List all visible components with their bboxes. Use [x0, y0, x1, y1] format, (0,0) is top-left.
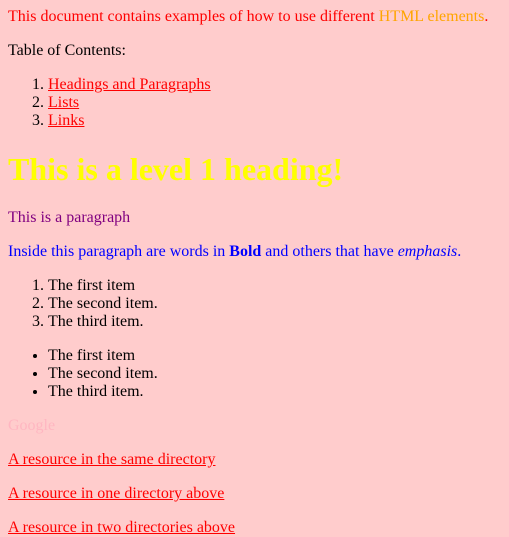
paragraph-text: .: [457, 243, 462, 260]
same-directory-link[interactable]: A resource in the same directory: [8, 451, 216, 468]
toc-link-lists[interactable]: Lists: [48, 94, 80, 111]
emphasis-text: emphasis: [397, 243, 458, 260]
list-item: 3. The third item.: [48, 313, 501, 331]
toc-link-headings[interactable]: Headings and Paragraphs: [48, 76, 211, 93]
intro-highlight: HTML elements: [378, 8, 485, 25]
resource-paragraph: [8, 451, 501, 469]
bold-text: Bold: [229, 243, 262, 260]
resource-paragraph: [8, 519, 501, 537]
paragraph-formatted: [8, 243, 501, 261]
list-item: • The first item: [48, 347, 501, 365]
intro-text: This document contains examples of how to use different: [8, 8, 379, 25]
paragraph-simple: This is a paragraph: [8, 209, 131, 226]
one-directory-up-link[interactable]: A resource in one directory above: [8, 485, 225, 502]
list-item: • The third item.: [48, 383, 501, 401]
toc-link-links[interactable]: Links: [48, 112, 85, 129]
paragraph-text: Inside this paragraph are words in: [8, 243, 230, 260]
toc-item: [48, 112, 501, 130]
two-directories-up-link[interactable]: A resource in two directories above: [8, 519, 236, 536]
level-1-heading: This is a level 1 heading!: [8, 151, 344, 187]
resource-paragraph: [8, 485, 501, 503]
google-paragraph: [8, 417, 501, 435]
list-item: • The second item.: [48, 365, 501, 383]
unordered-list: [8, 347, 501, 401]
list-item: 1. The first item: [48, 277, 501, 295]
toc-item: [48, 76, 501, 94]
toc-title: Table of Contents:: [8, 42, 126, 59]
paragraph-text: and others that have: [261, 243, 398, 260]
toc-item: [48, 94, 501, 112]
ordered-list: [8, 277, 501, 331]
list-item: 2. The second item.: [48, 295, 501, 313]
intro-period: .: [484, 8, 489, 25]
intro-paragraph: [8, 8, 501, 26]
toc-list: [8, 76, 501, 130]
google-link[interactable]: Google: [8, 417, 56, 434]
